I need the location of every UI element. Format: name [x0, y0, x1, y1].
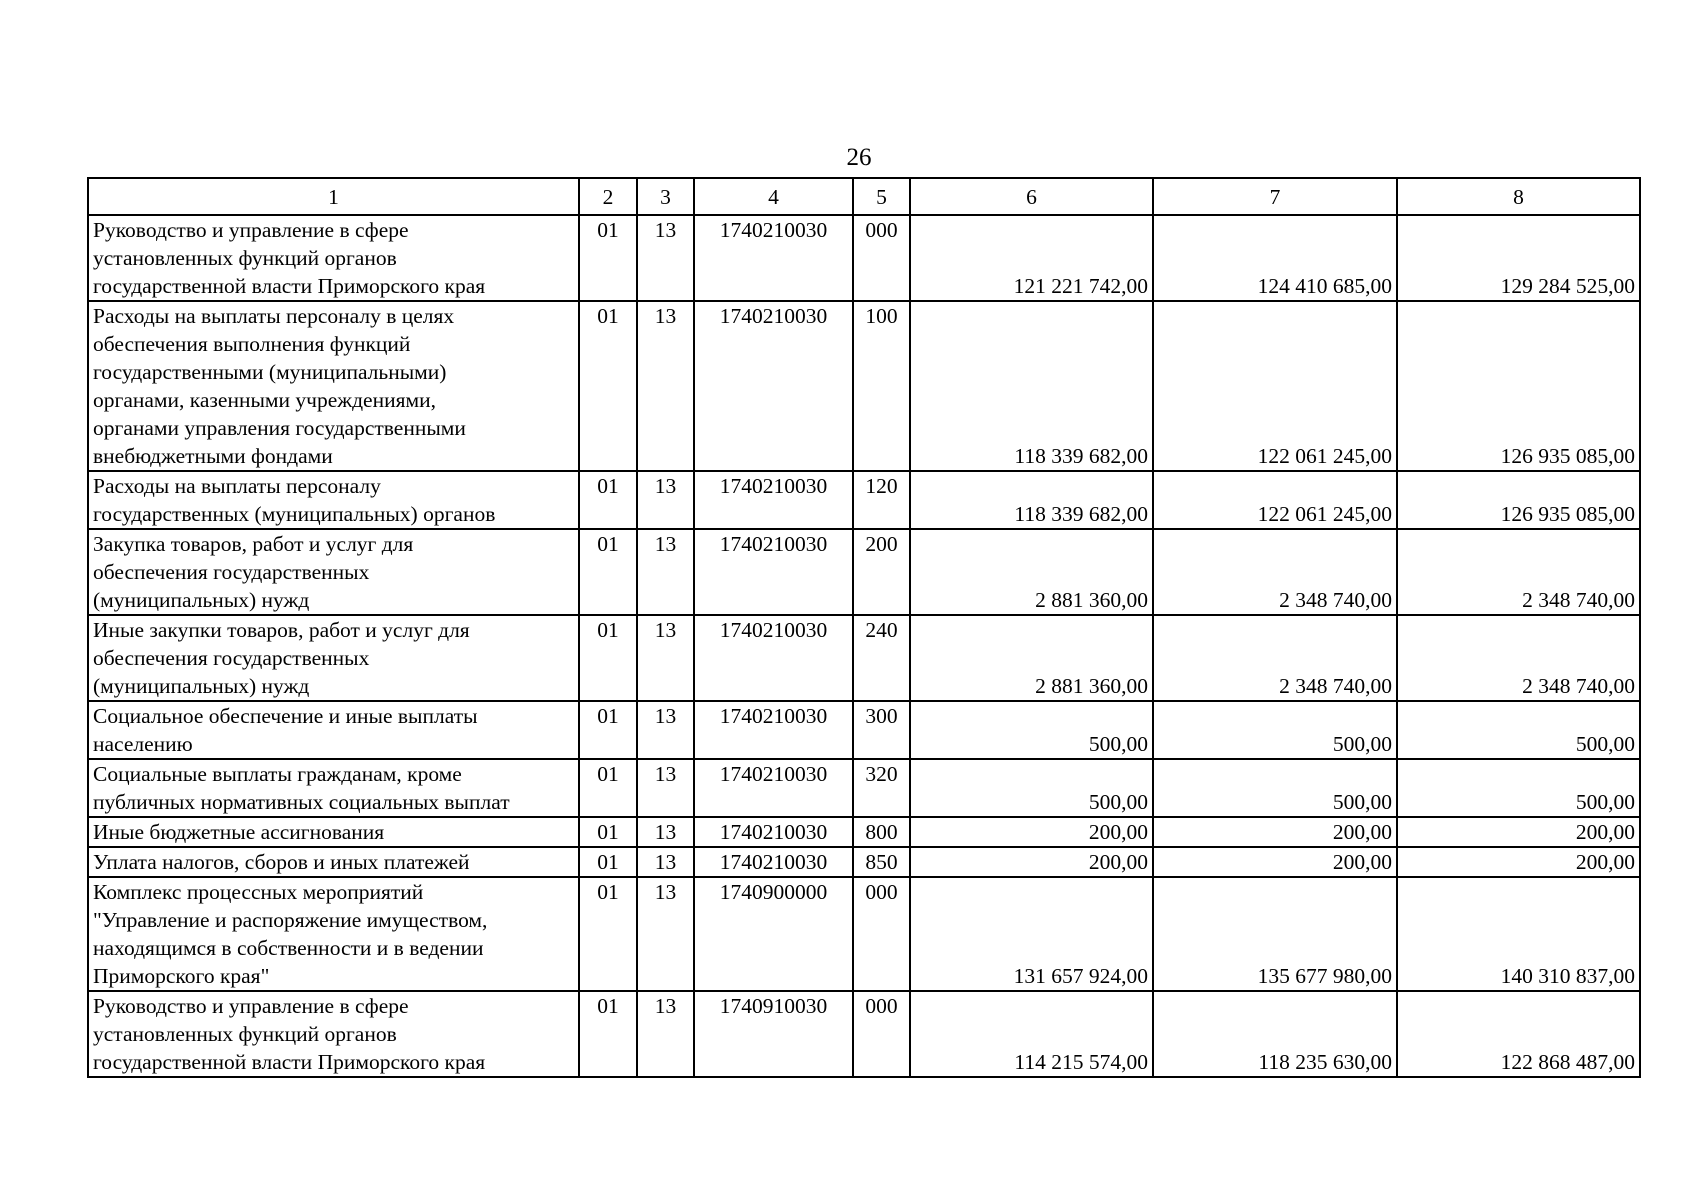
- target-article-code: 1740210030: [694, 615, 853, 701]
- description-line: обеспечения государственных: [93, 646, 370, 670]
- amount-col-8: 2 348 740,00: [1397, 529, 1640, 615]
- subsection-code: 13: [637, 615, 694, 701]
- table-row: [88, 301, 1640, 471]
- row-description: [88, 847, 579, 877]
- amount-col-6: 200,00: [910, 817, 1153, 847]
- description-line: Расходы на выплаты персоналу в целях: [93, 304, 455, 328]
- amount-col-6: 118 339 682,00: [910, 301, 1153, 471]
- amount-col-8: 126 935 085,00: [1397, 301, 1640, 471]
- amount-col-6: 500,00: [910, 759, 1153, 817]
- target-article-code: 1740210030: [694, 301, 853, 471]
- amount-col-7: 2 348 740,00: [1153, 529, 1397, 615]
- subsection-code: 13: [637, 877, 694, 991]
- section-code: 01: [579, 817, 637, 847]
- description-line: находящимся в собственности и в ведении: [93, 936, 484, 960]
- expense-type-code: 000: [853, 215, 910, 301]
- budget-table: [87, 177, 1641, 1078]
- description-line: обеспечения выполнения функций: [93, 332, 411, 356]
- amount-col-7: 118 235 630,00: [1153, 991, 1397, 1077]
- amount-col-6: 2 881 360,00: [910, 529, 1153, 615]
- description-line: установленных функций органов: [93, 246, 397, 270]
- amount-col-6: 500,00: [910, 701, 1153, 759]
- section-code: 01: [579, 615, 637, 701]
- expense-type-code: 800: [853, 817, 910, 847]
- description-line: Уплата налогов, сборов и иных платежей: [93, 850, 470, 874]
- target-article-code: 1740210030: [694, 215, 853, 301]
- header-col-3: 3: [637, 178, 694, 215]
- expense-type-code: 320: [853, 759, 910, 817]
- amount-col-7: 122 061 245,00: [1153, 471, 1397, 529]
- description-line: органами, казенными учреждениями,: [93, 388, 436, 412]
- expense-type-code: 300: [853, 701, 910, 759]
- section-code: 01: [579, 471, 637, 529]
- page-number: 26: [846, 144, 872, 171]
- expense-type-code: 200: [853, 529, 910, 615]
- expense-type-code: 850: [853, 847, 910, 877]
- section-code: 01: [579, 759, 637, 817]
- section-code: 01: [579, 529, 637, 615]
- header-col-6: 6: [910, 178, 1153, 215]
- subsection-code: 13: [637, 471, 694, 529]
- description-line: государственными (муниципальными): [93, 360, 447, 384]
- section-code: 01: [579, 877, 637, 991]
- amount-col-8: 200,00: [1397, 847, 1640, 877]
- description-line: Социальные выплаты гражданам, кроме: [93, 762, 462, 786]
- description-line: органами управления государственными: [93, 416, 466, 440]
- table-row: [88, 701, 1640, 759]
- row-description: [88, 991, 579, 1077]
- description-line: публичных нормативных социальных выплат: [93, 790, 510, 814]
- header-col-2: 2: [579, 178, 637, 215]
- amount-col-8: 2 348 740,00: [1397, 615, 1640, 701]
- description-line: Социальное обеспечение и иные выплаты: [93, 704, 478, 728]
- section-code: 01: [579, 701, 637, 759]
- target-article-code: 1740910030: [694, 991, 853, 1077]
- amount-col-8: 129 284 525,00: [1397, 215, 1640, 301]
- description-line: Закупка товаров, работ и услуг для: [93, 532, 414, 556]
- table-row: [88, 759, 1640, 817]
- amount-col-7: 135 677 980,00: [1153, 877, 1397, 991]
- subsection-code: 13: [637, 301, 694, 471]
- table-row: [88, 847, 1640, 877]
- subsection-code: 13: [637, 817, 694, 847]
- subsection-code: 13: [637, 991, 694, 1077]
- subsection-code: 13: [637, 847, 694, 877]
- amount-col-6: 121 221 742,00: [910, 215, 1153, 301]
- amount-col-7: 500,00: [1153, 759, 1397, 817]
- table-row: [88, 529, 1640, 615]
- header-col-5: 5: [853, 178, 910, 215]
- row-description: [88, 759, 579, 817]
- section-code: 01: [579, 847, 637, 877]
- target-article-code: 1740900000: [694, 877, 853, 991]
- description-line: Расходы на выплаты персоналу: [93, 474, 381, 498]
- description-line: внебюджетными фондами: [93, 444, 333, 468]
- description-line: государственной власти Приморского края: [93, 274, 486, 298]
- expense-type-code: 000: [853, 991, 910, 1077]
- expense-type-code: 100: [853, 301, 910, 471]
- amount-col-6: 200,00: [910, 847, 1153, 877]
- amount-col-7: 500,00: [1153, 701, 1397, 759]
- description-line: государственных (муниципальных) органов: [93, 502, 496, 526]
- subsection-code: 13: [637, 759, 694, 817]
- table-row: [88, 817, 1640, 847]
- description-line: Иные бюджетные ассигнования: [93, 820, 385, 844]
- amount-col-8: 126 935 085,00: [1397, 471, 1640, 529]
- subsection-code: 13: [637, 529, 694, 615]
- target-article-code: 1740210030: [694, 701, 853, 759]
- header-col-1: 1: [88, 178, 579, 215]
- amount-col-7: 200,00: [1153, 817, 1397, 847]
- description-line: Иные закупки товаров, работ и услуг для: [93, 618, 470, 642]
- table-row: [88, 615, 1640, 701]
- amount-col-8: 200,00: [1397, 817, 1640, 847]
- amount-col-7: 122 061 245,00: [1153, 301, 1397, 471]
- row-description: [88, 877, 579, 991]
- description-line: государственной власти Приморского края: [93, 1050, 486, 1074]
- header-col-7: 7: [1153, 178, 1397, 215]
- table-row: [88, 215, 1640, 301]
- table-row: [88, 877, 1640, 991]
- subsection-code: 13: [637, 215, 694, 301]
- description-line: установленных функций органов: [93, 1022, 397, 1046]
- description-line: обеспечения государственных: [93, 560, 370, 584]
- description-line: населению: [93, 732, 193, 756]
- description-line: Руководство и управление в сфере: [93, 994, 409, 1018]
- header-row: [88, 178, 1640, 215]
- target-article-code: 1740210030: [694, 759, 853, 817]
- table-row: [88, 991, 1640, 1077]
- row-description: [88, 471, 579, 529]
- target-article-code: 1740210030: [694, 471, 853, 529]
- row-description: [88, 701, 579, 759]
- section-code: 01: [579, 301, 637, 471]
- amount-col-8: 500,00: [1397, 759, 1640, 817]
- section-code: 01: [579, 991, 637, 1077]
- target-article-code: 1740210030: [694, 847, 853, 877]
- subsection-code: 13: [637, 701, 694, 759]
- row-description: [88, 215, 579, 301]
- description-line: Приморского края": [93, 964, 270, 988]
- row-description: [88, 817, 579, 847]
- amount-col-6: 114 215 574,00: [910, 991, 1153, 1077]
- amount-col-7: 200,00: [1153, 847, 1397, 877]
- table-body: [88, 215, 1640, 1077]
- table-row: [88, 471, 1640, 529]
- description-line: Руководство и управление в сфере: [93, 218, 409, 242]
- amount-col-7: 2 348 740,00: [1153, 615, 1397, 701]
- row-description: [88, 301, 579, 471]
- row-description: [88, 615, 579, 701]
- expense-type-code: 120: [853, 471, 910, 529]
- amount-col-8: 122 868 487,00: [1397, 991, 1640, 1077]
- amount-col-6: 131 657 924,00: [910, 877, 1153, 991]
- target-article-code: 1740210030: [694, 529, 853, 615]
- amount-col-6: 118 339 682,00: [910, 471, 1153, 529]
- amount-col-8: 500,00: [1397, 701, 1640, 759]
- target-article-code: 1740210030: [694, 817, 853, 847]
- description-line: Комплекс процессных мероприятий: [93, 880, 424, 904]
- description-line: (муниципальных) нужд: [93, 674, 310, 698]
- section-code: 01: [579, 215, 637, 301]
- expense-type-code: 000: [853, 877, 910, 991]
- header-col-4: 4: [694, 178, 853, 215]
- description-line: (муниципальных) нужд: [93, 588, 310, 612]
- description-line: "Управление и распоряжение имуществом,: [93, 908, 488, 932]
- amount-col-8: 140 310 837,00: [1397, 877, 1640, 991]
- amount-col-7: 124 410 685,00: [1153, 215, 1397, 301]
- row-description: [88, 529, 579, 615]
- header-col-8: 8: [1397, 178, 1640, 215]
- expense-type-code: 240: [853, 615, 910, 701]
- amount-col-6: 2 881 360,00: [910, 615, 1153, 701]
